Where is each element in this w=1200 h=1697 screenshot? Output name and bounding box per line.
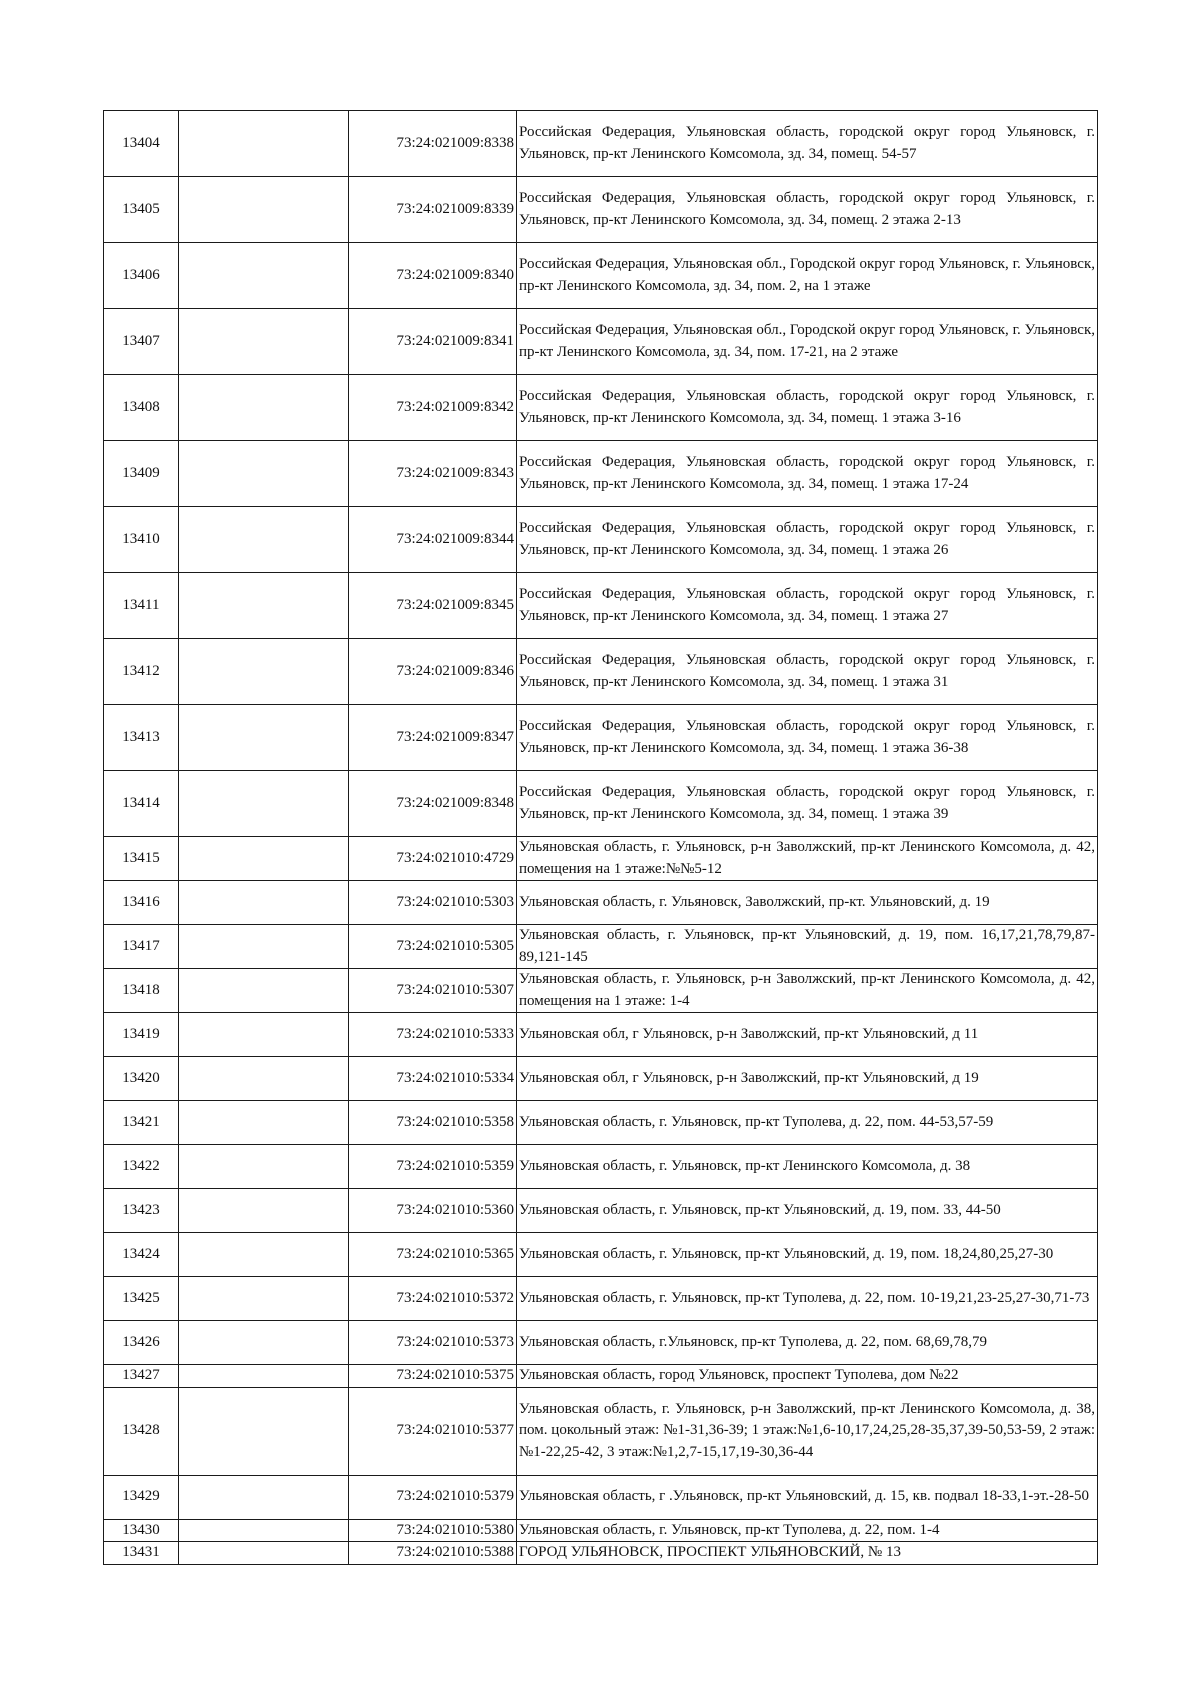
empty-cell: [179, 1233, 349, 1277]
empty-cell: [179, 639, 349, 705]
table-row: [104, 1277, 1098, 1321]
registry-body: [104, 111, 1098, 1565]
empty-cell: [179, 1101, 349, 1145]
cadastral-number-cell: 73:24:021009:8340: [349, 243, 517, 309]
row-number-cell: 13426: [104, 1321, 179, 1365]
row-number-cell: 13428: [104, 1387, 179, 1475]
address-cell: Российская Федерация, Ульяновская область, городской округ город Ульяновск, г. Ульяновск, пр-кт Ленинского Комсомола, зд. 34, помещ. 1 этажа 31: [517, 639, 1098, 705]
row-number-cell: 13406: [104, 243, 179, 309]
empty-cell: [179, 1321, 349, 1365]
empty-cell: [179, 573, 349, 639]
address-cell: Ульяновская область, г. Ульяновск, пр-кт Туполева, д. 22, пом. 1-4: [517, 1519, 1098, 1542]
table-row: [104, 111, 1098, 177]
table-row: [104, 243, 1098, 309]
address-cell: Ульяновская область, г. Ульяновск, пр-кт Туполева, д. 22, пом. 10-19,21,23-25,27-30,71-73: [517, 1277, 1098, 1321]
empty-cell: [179, 1542, 349, 1565]
address-cell: Ульяновская обл, г Ульяновск, р-н Заволжский, пр-кт Ульяновский, д 19: [517, 1057, 1098, 1101]
address-cell: Ульяновская область, г. Ульяновск, р-н Заволжский, пр-кт Ленинского Комсомола, д. 42, помещения на 1 этаже:№№5-12: [517, 837, 1098, 881]
row-number-cell: 13416: [104, 881, 179, 925]
cadastral-number-cell: 73:24:021009:8346: [349, 639, 517, 705]
cadastral-number-cell: 73:24:021009:8343: [349, 441, 517, 507]
table-row: [104, 1233, 1098, 1277]
address-cell: Российская Федерация, Ульяновская обл., Городской округ город Ульяновск, г. Ульяновск, пр-кт Ленинского Комсомола, зд. 34, пом. 2, на 1 этаже: [517, 243, 1098, 309]
row-number-cell: 13409: [104, 441, 179, 507]
row-number-cell: 13417: [104, 925, 179, 969]
address-cell: Российская Федерация, Ульяновская область, городской округ город Ульяновск, г. Ульяновск, пр-кт Ленинского Комсомола, зд. 34, помещ. 1 этажа 17-24: [517, 441, 1098, 507]
empty-cell: [179, 1387, 349, 1475]
table-row: [104, 1542, 1098, 1565]
cadastral-number-cell: 73:24:021009:8338: [349, 111, 517, 177]
empty-cell: [179, 1365, 349, 1388]
address-cell: Российская Федерация, Ульяновская область, городской округ город Ульяновск, г. Ульяновск, пр-кт Ленинского Комсомола, зд. 34, помещ. 1 этажа 3-16: [517, 375, 1098, 441]
table-row: [104, 969, 1098, 1013]
cadastral-number-cell: 73:24:021010:5380: [349, 1519, 517, 1542]
address-cell: Российская Федерация, Ульяновская область, городской округ город Ульяновск, г. Ульяновск, пр-кт Ленинского Комсомола, зд. 34, помещ. 2 этажа 2-13: [517, 177, 1098, 243]
row-number-cell: 13408: [104, 375, 179, 441]
row-number-cell: 13423: [104, 1189, 179, 1233]
row-number-cell: 13421: [104, 1101, 179, 1145]
address-cell: Российская Федерация, Ульяновская область, городской округ город Ульяновск, г. Ульяновск, пр-кт Ленинского Комсомола, зд. 34, помещ. 1 этажа 26: [517, 507, 1098, 573]
table-row: [104, 705, 1098, 771]
empty-cell: [179, 1475, 349, 1519]
table-row: [104, 1057, 1098, 1101]
row-number-cell: 13407: [104, 309, 179, 375]
row-number-cell: 13419: [104, 1013, 179, 1057]
cadastral-number-cell: 73:24:021010:4729: [349, 837, 517, 881]
row-number-cell: 13420: [104, 1057, 179, 1101]
table-row: [104, 881, 1098, 925]
address-cell: Ульяновская область, г.Ульяновск, пр-кт Туполева, д. 22, пом. 68,69,78,79: [517, 1321, 1098, 1365]
empty-cell: [179, 881, 349, 925]
cadastral-number-cell: 73:24:021009:8347: [349, 705, 517, 771]
empty-cell: [179, 1189, 349, 1233]
empty-cell: [179, 375, 349, 441]
empty-cell: [179, 837, 349, 881]
table-row: [104, 1145, 1098, 1189]
empty-cell: [179, 177, 349, 243]
address-cell: Ульяновская область, г. Ульяновск, Заволжский, пр-кт. Ульяновский, д. 19: [517, 881, 1098, 925]
cadastral-number-cell: 73:24:021010:5375: [349, 1365, 517, 1388]
cadastral-number-cell: 73:24:021010:5365: [349, 1233, 517, 1277]
cadastral-number-cell: 73:24:021010:5303: [349, 881, 517, 925]
row-number-cell: 13429: [104, 1475, 179, 1519]
cadastral-number-cell: 73:24:021010:5373: [349, 1321, 517, 1365]
table-row: [104, 1387, 1098, 1475]
cadastral-number-cell: 73:24:021010:5359: [349, 1145, 517, 1189]
empty-cell: [179, 243, 349, 309]
row-number-cell: 13412: [104, 639, 179, 705]
table-row: [104, 375, 1098, 441]
empty-cell: [179, 111, 349, 177]
cadastral-number-cell: 73:24:021009:8348: [349, 771, 517, 837]
empty-cell: [179, 1013, 349, 1057]
table-row: [104, 771, 1098, 837]
table-row: [104, 177, 1098, 243]
table-row: [104, 1013, 1098, 1057]
cadastral-number-cell: 73:24:021009:8339: [349, 177, 517, 243]
cadastral-number-cell: 73:24:021010:5358: [349, 1101, 517, 1145]
cadastral-number-cell: 73:24:021010:5305: [349, 925, 517, 969]
address-cell: Российская Федерация, Ульяновская область, городской округ город Ульяновск, г. Ульяновск, пр-кт Ленинского Комсомола, зд. 34, помещ. 54-57: [517, 111, 1098, 177]
cadastral-number-cell: 73:24:021010:5307: [349, 969, 517, 1013]
row-number-cell: 13414: [104, 771, 179, 837]
address-cell: Ульяновская область, г. Ульяновск, пр-кт Ульяновский, д. 19, пом. 16,17,21,78,79,87-89,121-145: [517, 925, 1098, 969]
table-row: [104, 837, 1098, 881]
cadastral-number-cell: 73:24:021010:5379: [349, 1475, 517, 1519]
empty-cell: [179, 1057, 349, 1101]
address-cell: Российская Федерация, Ульяновская обл., Городской округ город Ульяновск, г. Ульяновск, пр-кт Ленинского Комсомола, зд. 34, пом. 17-21, на 2 этаже: [517, 309, 1098, 375]
row-number-cell: 13405: [104, 177, 179, 243]
address-cell: Ульяновская область, г .Ульяновск, пр-кт Ульяновский, д. 15, кв. подвал 18-33,1-эт.-28-50: [517, 1475, 1098, 1519]
cadastral-number-cell: 73:24:021010:5388: [349, 1542, 517, 1565]
cadastral-number-cell: 73:24:021010:5360: [349, 1189, 517, 1233]
empty-cell: [179, 1145, 349, 1189]
row-number-cell: 13404: [104, 111, 179, 177]
table-row: [104, 1519, 1098, 1542]
table-row: [104, 1365, 1098, 1388]
cadastral-number-cell: 73:24:021010:5333: [349, 1013, 517, 1057]
empty-cell: [179, 705, 349, 771]
address-cell: Ульяновская область, г. Ульяновск, пр-кт Ульяновский, д. 19, пом. 33, 44-50: [517, 1189, 1098, 1233]
row-number-cell: 13410: [104, 507, 179, 573]
address-cell: Ульяновская область, г. Ульяновск, р-н Заволжский, пр-кт Ленинского Комсомола, д. 42, помещения на 1 этаже: 1-4: [517, 969, 1098, 1013]
row-number-cell: 13425: [104, 1277, 179, 1321]
empty-cell: [179, 507, 349, 573]
empty-cell: [179, 441, 349, 507]
empty-cell: [179, 309, 349, 375]
cadastral-number-cell: 73:24:021009:8345: [349, 573, 517, 639]
address-cell: Ульяновская область, г. Ульяновск, пр-кт Ульяновский, д. 19, пом. 18,24,80,25,27-30: [517, 1233, 1098, 1277]
row-number-cell: 13418: [104, 969, 179, 1013]
cadastral-number-cell: 73:24:021009:8344: [349, 507, 517, 573]
address-cell: Ульяновская область, город Ульяновск, проспект Туполева, дом №22: [517, 1365, 1098, 1388]
empty-cell: [179, 771, 349, 837]
cadastral-number-cell: 73:24:021009:8342: [349, 375, 517, 441]
table-row: [104, 1475, 1098, 1519]
cadastral-number-cell: 73:24:021010:5334: [349, 1057, 517, 1101]
address-cell: Ульяновская область, г. Ульяновск, пр-кт Ленинского Комсомола, д. 38: [517, 1145, 1098, 1189]
table-row: [104, 639, 1098, 705]
table-row: [104, 1189, 1098, 1233]
row-number-cell: 13431: [104, 1542, 179, 1565]
row-number-cell: 13413: [104, 705, 179, 771]
empty-cell: [179, 969, 349, 1013]
empty-cell: [179, 1519, 349, 1542]
address-cell: Ульяновская обл, г Ульяновск, р-н Заволжский, пр-кт Ульяновский, д 11: [517, 1013, 1098, 1057]
cadastral-number-cell: 73:24:021010:5377: [349, 1387, 517, 1475]
cadastral-number-cell: 73:24:021009:8341: [349, 309, 517, 375]
row-number-cell: 13411: [104, 573, 179, 639]
table-row: [104, 925, 1098, 969]
row-number-cell: 13430: [104, 1519, 179, 1542]
table-row: [104, 441, 1098, 507]
table-row: [104, 1321, 1098, 1365]
empty-cell: [179, 1277, 349, 1321]
row-number-cell: 13424: [104, 1233, 179, 1277]
address-cell: Ульяновская область, г. Ульяновск, р-н Заволжский, пр-кт Ленинского Комсомола, д. 38, пом. цокольный этаж: №1-31,36-39; 1 этаж:№1,6-10,17,24,25,28-35,37,39-50,53-59, 2 этаж: №1-22,25-42, 3 этаж:№1,2,7-15,17,19-30,36-44: [517, 1387, 1098, 1475]
table-row: [104, 507, 1098, 573]
table-row: [104, 309, 1098, 375]
address-cell: Российская Федерация, Ульяновская область, городской округ город Ульяновск, г. Ульяновск, пр-кт Ленинского Комсомола, зд. 34, помещ. 1 этажа 36-38: [517, 705, 1098, 771]
address-cell: Российская Федерация, Ульяновская область, городской округ город Ульяновск, г. Ульяновск, пр-кт Ленинского Комсомола, зд. 34, помещ. 1 этажа 39: [517, 771, 1098, 837]
row-number-cell: 13415: [104, 837, 179, 881]
property-registry-table: [103, 110, 1098, 1565]
row-number-cell: 13427: [104, 1365, 179, 1388]
address-cell: ГОРОД УЛЬЯНОВСК, ПРОСПЕКТ УЛЬЯНОВСКИЙ, № 13: [517, 1542, 1098, 1565]
address-cell: Российская Федерация, Ульяновская область, городской округ город Ульяновск, г. Ульяновск, пр-кт Ленинского Комсомола, зд. 34, помещ. 1 этажа 27: [517, 573, 1098, 639]
row-number-cell: 13422: [104, 1145, 179, 1189]
cadastral-number-cell: 73:24:021010:5372: [349, 1277, 517, 1321]
empty-cell: [179, 925, 349, 969]
table-row: [104, 1101, 1098, 1145]
address-cell: Ульяновская область, г. Ульяновск, пр-кт Туполева, д. 22, пом. 44-53,57-59: [517, 1101, 1098, 1145]
table-row: [104, 573, 1098, 639]
